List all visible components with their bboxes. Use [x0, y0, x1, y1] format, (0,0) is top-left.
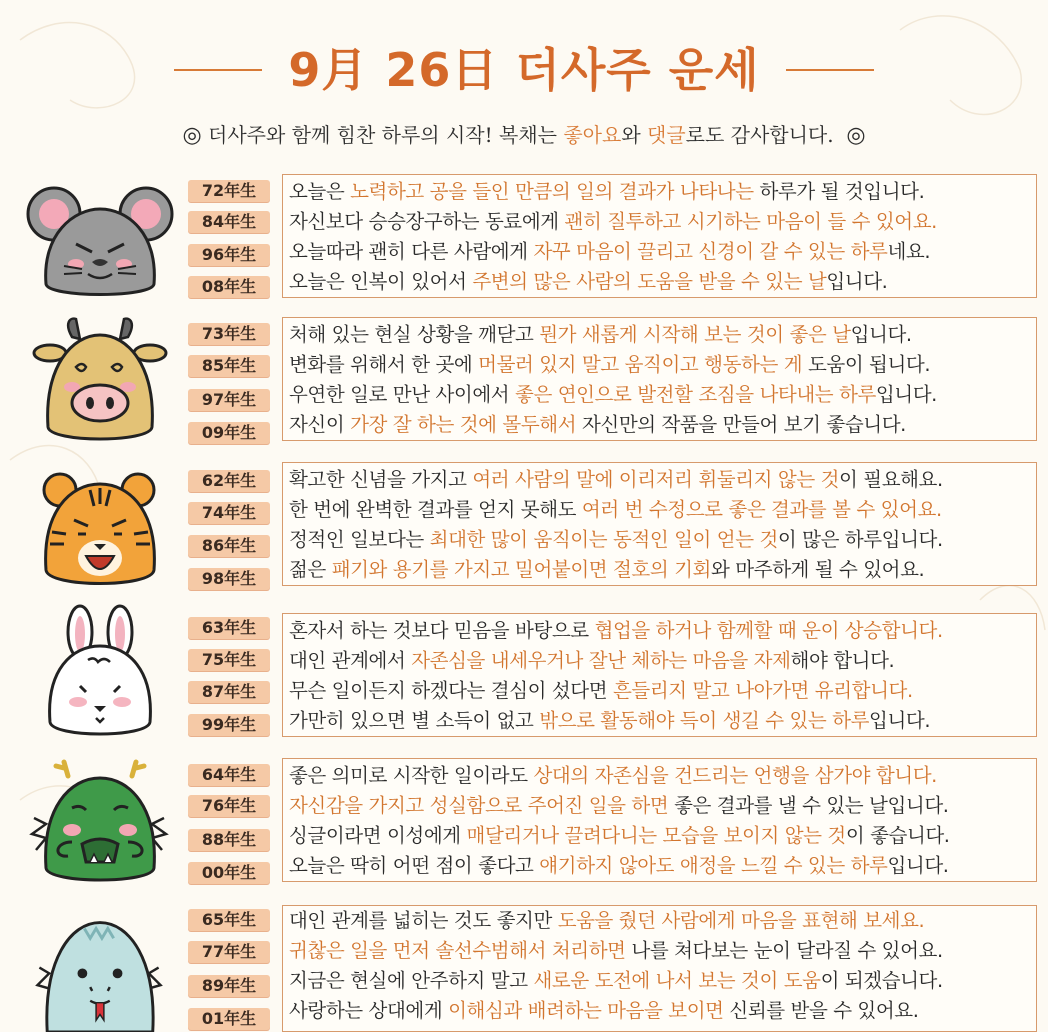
year-badge: 75年生	[188, 649, 270, 671]
fortune-line: 가만히 있으면 별 소득이 없고 밖으로 활동해야 득이 생길 수 있는 하루입니다.	[289, 709, 931, 732]
fortune-line: 한 번에 완벽한 결과를 얻지 못해도 여러 번 수정으로 좋은 결과를 볼 수 있어요.	[289, 498, 942, 521]
year-badge: 84年生	[188, 211, 270, 233]
fortune-line: 자신감을 가지고 성실함으로 주어진 일을 하면 좋은 결과를 낼 수 있는 날입니다.	[289, 794, 949, 817]
subtitle-mark-left: ◎	[182, 123, 202, 148]
subtitle-mark-right: ◎	[846, 123, 866, 148]
fortune-box	[282, 462, 1037, 586]
title-right-rule	[786, 69, 874, 71]
year-badge: 72年生	[188, 180, 270, 202]
year-badge: 88年生	[188, 829, 270, 851]
title-row	[0, 42, 1048, 98]
year-badge: 98年生	[188, 568, 270, 590]
title-left-rule	[174, 69, 262, 71]
fortune-box	[282, 613, 1037, 737]
year-badge: 74年生	[188, 502, 270, 524]
fortune-line: 좋은 의미로 시작한 일이라도 상대의 자존심을 건드리는 언행을 삼가야 합니다.	[289, 764, 937, 787]
tiger-icon	[24, 462, 174, 592]
page-title: 9月 26日 더사주 운세	[288, 43, 760, 97]
subtitle-highlight-comments: 댓글	[647, 123, 686, 147]
year-badge: 99年生	[188, 714, 270, 736]
fortune-line: 귀찮은 일을 먼저 솔선수범해서 처리하면 나를 쳐다보는 눈이 달라질 수 있어요.	[289, 939, 943, 962]
fortune-line: 자신보다 승승장구하는 동료에게 괜히 질투하고 시기하는 마음이 들 수 있어요.	[289, 210, 937, 233]
fortune-line: 확고한 신념을 가지고 여러 사람의 말에 이리저리 휘둘리지 않는 것이 필요해요.	[289, 468, 943, 491]
rabbit-icon	[24, 601, 174, 741]
subtitle-text-2: 와	[621, 123, 647, 147]
fortune-line: 오늘은 인복이 있어서 주변의 많은 사람의 도움을 받을 수 있는 날입니다.	[289, 270, 888, 293]
ox-icon	[24, 317, 174, 447]
fortune-line: 무슨 일이든지 하겠다는 결심이 섰다면 흔들리지 말고 나아가면 유리합니다.	[289, 679, 913, 702]
fortune-line: 자신이 가장 잘 하는 것에 몰두해서 자신만의 작품을 만들어 보기 좋습니다.	[289, 413, 906, 436]
fortune-box	[282, 317, 1037, 441]
fortune-line: 정적인 일보다는 최대한 많이 움직이는 동적인 일이 얻는 것이 많은 하루입니다.	[289, 528, 943, 551]
year-badge: 00年生	[188, 862, 270, 884]
year-badge: 85年生	[188, 355, 270, 377]
year-badge: 97年生	[188, 389, 270, 411]
fortune-line: 대인 관계를 넓히는 것도 좋지만 도움을 줬던 사람에게 마음을 표현해 보세요.	[289, 909, 925, 932]
fortune-box	[282, 905, 1037, 1032]
fortune-line: 대인 관계에서 자존심을 내세우거나 잘난 체하는 마음을 자제해야 합니다.	[289, 649, 895, 672]
fortune-line: 오늘따라 괜히 다른 사람에게 자꾸 마음이 끌리고 신경이 갈 수 있는 하루네요.	[289, 240, 931, 263]
fortune-line: 사랑하는 상대에게 이해심과 배려하는 마음을 보이면 신뢰를 받을 수 있어요.	[289, 999, 919, 1022]
year-badge: 76年生	[188, 795, 270, 817]
dragon-icon	[24, 758, 174, 888]
fortune-line: 오늘은 딱히 어떤 점이 좋다고 얘기하지 않아도 애정을 느낄 수 있는 하루입니다.	[289, 854, 949, 877]
year-badge: 96年生	[188, 244, 270, 266]
subtitle-highlight-likes: 좋아요	[563, 123, 622, 147]
subtitle	[0, 120, 1048, 151]
year-badge: 86年生	[188, 535, 270, 557]
rat-icon	[24, 174, 174, 304]
fortune-line: 지금은 현실에 안주하지 말고 새로운 도전에 나서 보는 것이 도움이 되겠습니다.	[289, 969, 943, 992]
header	[0, 34, 1048, 114]
year-badge: 09年生	[188, 422, 270, 444]
fortune-line: 젊은 패기와 용기를 가지고 밀어붙이면 절호의 기회와 마주하게 될 수 있어요.	[289, 558, 925, 581]
year-badge: 64年生	[188, 764, 270, 786]
fortune-box	[282, 758, 1037, 882]
snake-icon	[24, 905, 174, 1032]
year-badge: 63年生	[188, 617, 270, 639]
fortune-line: 싱글이라면 이성에게 매달리거나 끌려다니는 모습을 보이지 않는 것이 좋습니다.	[289, 824, 950, 847]
subtitle-text-3: 로도 감사합니다.	[685, 123, 834, 147]
fortune-box	[282, 174, 1037, 298]
year-badge: 89年生	[188, 975, 270, 997]
year-badge: 08年生	[188, 276, 270, 298]
year-badge: 65年生	[188, 909, 270, 931]
fortune-line: 오늘은 노력하고 공을 들인 만큼의 일의 결과가 나타나는 하루가 될 것입니다.	[289, 180, 925, 203]
year-badge: 77年生	[188, 941, 270, 963]
fortune-line: 변화를 위해서 한 곳에 머물러 있지 말고 움직이고 행동하는 게 도움이 됩니다.	[289, 353, 931, 376]
year-badge: 87年生	[188, 681, 270, 703]
year-badge: 73年生	[188, 323, 270, 345]
fortune-line: 혼자서 하는 것보다 믿음을 바탕으로 협업을 하거나 함께할 때 운이 상승합니다.	[289, 619, 943, 642]
fortune-line: 우연한 일로 만난 사이에서 좋은 연인으로 발전할 조짐을 나타내는 하루입니다.	[289, 383, 937, 406]
fortune-line: 처해 있는 현실 상황을 깨닫고 뭔가 새롭게 시작해 보는 것이 좋은 날입니다.	[289, 323, 912, 346]
year-badge: 01年生	[188, 1008, 270, 1030]
subtitle-text-1: 더사주와 함께 힘찬 하루의 시작! 복채는	[208, 123, 564, 147]
year-badge: 62年生	[188, 470, 270, 492]
